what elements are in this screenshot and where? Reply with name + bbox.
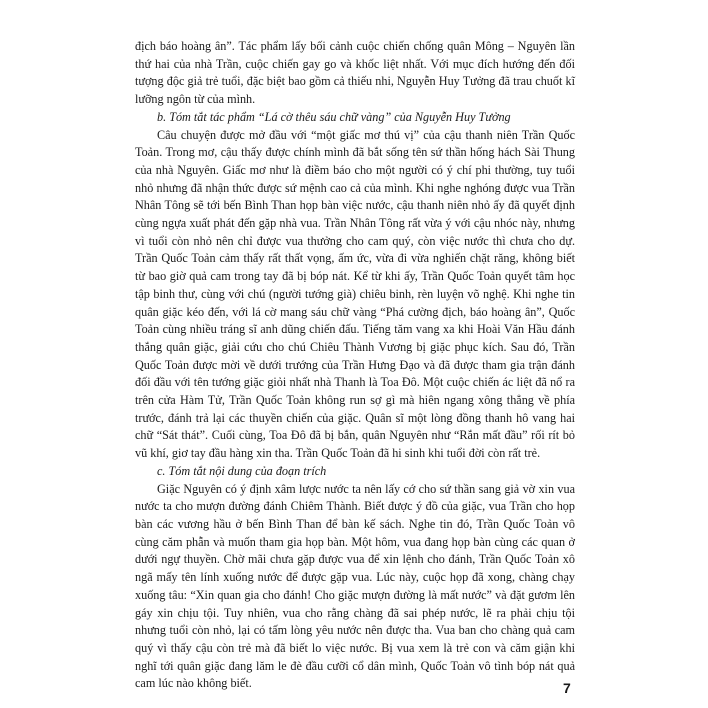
page-number: 7 xyxy=(563,680,571,696)
excerpt-paragraph: Giặc Nguyên có ý định xâm lược nước ta nên lấy cớ cho sứ thần sang giả vờ xin vua nước ta cho mượn đường đánh Chiêm Thành. Biết được ý đồ của giặc, vua Trần cho họp bàn các vương hầu ở bến Bình Than để bàn kế sách. Nghe tin đó, Trần Quốc Toản vô cùng căm phẫn và muốn tham gia họp bàn. Một hôm, vua đang họp bàn cùng các quan ở dưới ngự thuyền. Chờ mãi chưa gặp được vua để xin lệnh cho đánh, Trần Quốc Toản xô ngã mấy tên lính xuống nước để được gặp vua. Lúc này, cuộc họp đã xong, chàng chạy xuống tâu: “Xin quan gia cho đánh! Cho giặc mượn đường là mất nước” và đặt gươm lên gáy xin chịu tội. Tuy nhiên, vua cho rằng chàng đã sai phép nước, lẽ ra phải chịu tội nhưng tuổi còn nhỏ, lại có tấm lòng yêu nước nên được tha. Vua ban cho chàng quả cam quý vì thấy cậu còn trẻ mà đã biết lo việc nước. Bị vua xem là trẻ con và căm giận khi nghĩ tới quân giặc đang lăm le đè đầu cưỡi cổ dân mình, Quốc Toản vô tình bóp nát quả cam lúc nào không biết. xyxy=(135,481,575,691)
summary-paragraph: Câu chuyện được mở đầu với “một giấc mơ thú vị” của cậu thanh niên Trần Quốc Toản. Trong mơ, cậu thấy được chính mình đã bắt sống tên sứ thần hống hách Sài Thung của nhà Nguyên. Giấc mơ như là điềm báo cho một người có ý chí phi thường, tuy tuổi nhỏ nhưng đã nhận thức được sứ mệnh cao cả của mình. Khi nghe nghóng được vua Trần Nhân Tông sẽ tới bến Bình Than họp bàn việc nước, cậu thanh niên nhỏ ấy đã quyết định cùng ngựa xuất phát đến gặp nhà vua. Trần Nhân Tông rất vừa ý với cậu nhóc này, nhưng vì tuổi còn nhỏ nên chỉ được vua thưởng cho cam quý, còn việc nước thì chưa cho dự. Trần Quốc Toản cảm thấy rất thất vọng, ấm ức, vừa đi vừa nghiến chặt răng, không biết từ bao giờ quả cam trong tay đã bị bóp nát. Kể từ khi ấy, Trần Quốc Toản quyết tâm học tập binh thư, cùng với chú (người tướng già) chiêu binh, rèn luyện võ nghệ. Khi nghe tin quân giặc kéo đến, với lá cờ mang sáu chữ vàng “Phá cường địch, báo hoàng ân”, Quốc Toản cùng nhiều tráng sĩ anh dũng chiến đấu. Tiếng tăm vang xa khi Hoài Văn Hầu đánh thắng quân giặc, giải cứu cho chú Chiêu Thành Vương bị giặc phục kích. Sau đó, Trần Quốc Toản được mời về dưới trướng của Trần Hưng Đạo và đã được tham gia trận đánh đối đầu với tên tướng giặc giỏi nhất nhà Thanh là Toa Đô. Một cuộc chiến ác liệt đã nổ ra trên cửa Hàm Tử, Trần Quốc Toản không run sợ gì mà hiên ngang xông thẳng về phía trước, đánh trả lại các thuyền chiến của giặc. Quân sĩ một lòng đồng thanh hô vang hai chữ “Sát thát”. Cuối cùng, Toa Đô đã bị bắn, quân Nguyên như “Rắn mất đầu” rối rít bỏ vũ khí, giơ tay đầu hàng xin tha. Trần Quốc Toản đã hi sinh khi tuổi đời còn rất trẻ. xyxy=(135,127,575,461)
intro-paragraph: địch báo hoàng ân”. Tác phẩm lấy bối cảnh cuộc chiến chống quân Mông – Nguyên lần thứ hai của nhà Trần, cuộc chiến gay go và khốc liệt nhất. Với mục đích hướng đến đối tượng độc giả trẻ tuổi, đặc biệt bao gồm cả thiếu nhi, Nguyễn Huy Tưởng đã trau chuốt kĩ lưỡng ngôn từ của mình. xyxy=(135,39,575,107)
section-heading-c: c. Tóm tắt nội dung của đoạn trích xyxy=(157,463,327,478)
section-heading-b: b. Tóm tắt tác phẩm “Lá cờ thêu sáu chữ vàng” của Nguyễn Huy Tưởng xyxy=(157,109,511,124)
document-page xyxy=(135,38,575,693)
